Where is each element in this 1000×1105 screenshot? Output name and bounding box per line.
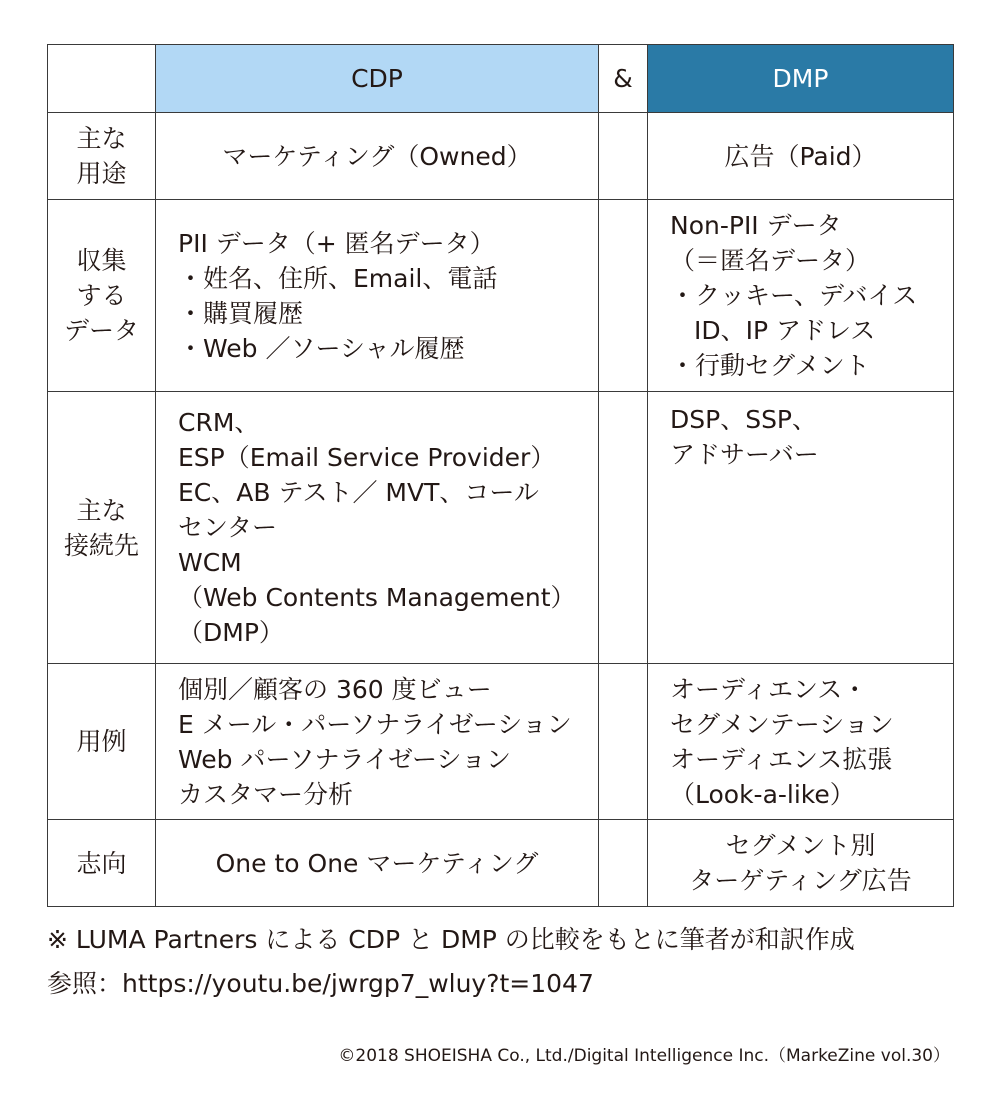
table-row-orientation: [48, 820, 954, 907]
row-label-use: 主な 用途: [48, 113, 156, 200]
dmp-cases: オーディエンス・ セグメンテーション オーディエンス拡張 （Look-a-like）: [648, 664, 954, 820]
cdp-orientation: One to One マーケティング: [156, 820, 599, 907]
table-row-use: [48, 113, 954, 200]
dmp-connections: DSP、SSP、 アドサーバー: [648, 392, 954, 664]
comparison-table: [47, 44, 954, 907]
row-label-cases: 用例: [48, 664, 156, 820]
footnote: [47, 918, 855, 1006]
cdp-cases: 個別／顧客の 360 度ビュー E メール・パーソナライゼーション Web パーソナライゼーション カスタマー分析: [156, 664, 599, 820]
corner-cell: [48, 45, 156, 113]
copyright: ©2018 SHOEISHA Co., Ltd./Digital Intelligence Inc.（MarkeZine vol.30）: [338, 1046, 950, 1066]
footnote-reference: 参照：https://youtu.be/jwrgp7_wluy?t=1047: [47, 969, 594, 998]
row-label-connections: 主な 接続先: [48, 392, 156, 664]
cdp-header: CDP: [156, 45, 599, 113]
spacer-cell: [599, 392, 648, 664]
cdp-use: マーケティング（Owned）: [156, 113, 599, 200]
row-label-orientation: 志向: [48, 820, 156, 907]
ampersand-header: &: [599, 45, 648, 113]
spacer-cell: [599, 200, 648, 392]
spacer-cell: [599, 664, 648, 820]
table-row-connections: [48, 392, 954, 664]
spacer-cell: [599, 113, 648, 200]
cdp-data: PII データ（+ 匿名データ） ・姓名、住所、Email、電話 ・購買履歴 ・Web ／ソーシャル履歴: [156, 200, 599, 392]
dmp-use: 広告（Paid）: [648, 113, 954, 200]
table-row-data: [48, 200, 954, 392]
row-label-data: 収集 する データ: [48, 200, 156, 392]
footnote-source: ※ LUMA Partners による CDP と DMP の比較をもとに筆者が和訳作成: [47, 925, 855, 954]
spacer-cell: [599, 820, 648, 907]
dmp-data: Non-PII データ （＝匿名データ） ・クッキー、デバイス ID、IP アドレス ・行動セグメント: [648, 200, 954, 392]
table-row-cases: [48, 664, 954, 820]
dmp-header: DMP: [648, 45, 954, 113]
dmp-orientation: セグメント別 ターゲティング広告: [648, 820, 954, 907]
header-row: [48, 45, 954, 113]
cdp-connections: CRM、 ESP（Email Service Provider） EC、AB テスト／ MVT、コール センター WCM （Web Contents Management） （DMP）: [156, 392, 599, 664]
